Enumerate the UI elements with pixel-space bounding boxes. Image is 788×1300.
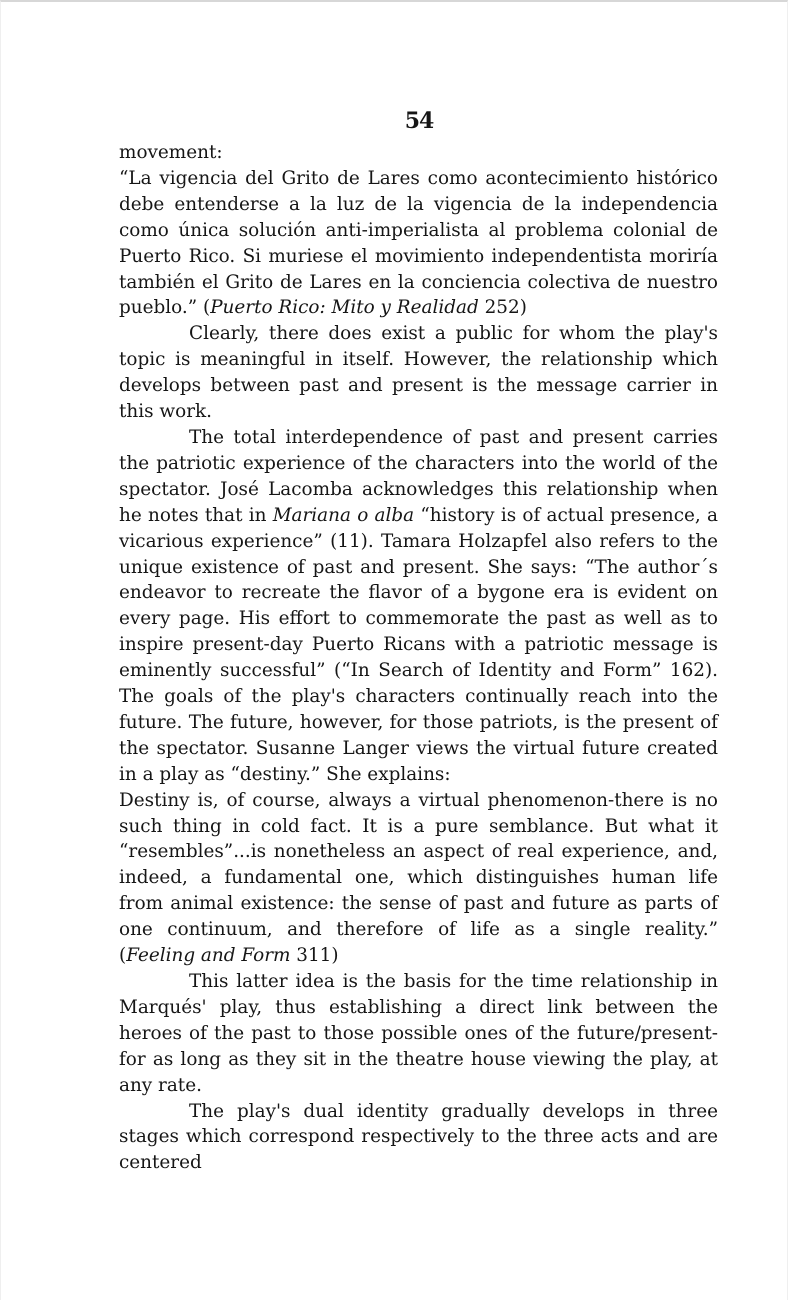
page-number: 54 — [404, 108, 434, 134]
body-text — [119, 140, 718, 1176]
quote-lares-text: “La vigencia del Grito de Lares como acontecimiento histórico debe entenderse a la luz de la vigencia de la independencia como única solución anti-imperialista al problema colonial de Puerto Rico. Si muriese el movimiento independentista moriría también el Grito de Lares en la conciencia colectiva de nuestro pueblo.” — [119, 167, 718, 319]
quote-destiny-text: Destiny is, of course, always a virtual phenomenon-there is no such thing in cold fact. It is a pure semblance. But what it “resembles”...is nonetheless an aspect of real experience, and, indeed, a fundamental one, which distinguishes human life from animal existence: the sense of past and future as parts of one continuum, and therefore of life as a single reality.” — [119, 789, 718, 941]
paragraph-interdependence — [119, 425, 718, 788]
quote-lares-citation-open: ( — [203, 297, 211, 319]
paragraph-dual-identity: The play's dual identity gradually develops in three stages which correspond respectively to the three acts and are centered — [119, 1100, 718, 1174]
interdependence-text-after-title: “history is of actual presence, a vicarious experience” (11). Tamara Holzapfel also refers to the unique existence of past and present. She says: “The author´s endeavor to recreate the flavor of a bygone era is evident on every page. His effort to commemorate the past as well as to inspire present-day Puerto Ricans with a patriotic message is eminently successful” (“In Search of Identity and Form” 162). The goals of the play's characters continually reach into the future. The future, however, for those patriots, is the present of the spectator. Susanne Langer views the virtual future created in a play as “destiny.” She explains: — [119, 504, 718, 785]
paragraph-time-relationship: This latter idea is the basis for the time relationship in Marqués' play, thus establishing a direct link between the heroes of the past to those possible ones of the future/present-for as long as they sit in the theatre house viewing the play, at any rate. — [119, 971, 718, 1096]
interdependence-play-title: Mariana o alba — [272, 504, 415, 526]
quote-destiny-citation-open: ( — [119, 945, 127, 967]
block-quote-destiny — [119, 788, 718, 969]
quote-lares-citation-title: Puerto Rico: Mito y Realidad — [210, 297, 479, 319]
quote-destiny-citation-page: 311) — [290, 945, 339, 967]
paragraph-public-topic: Clearly, there does exist a public for whom the play's topic is meaningful in itself. However, the relationship which develops between past and present is the message carrier in this work. — [119, 323, 718, 423]
block-quote-lares — [119, 166, 718, 321]
interdependence-text-before-title: The total interdependence of past and present carries the patriotic experience of the characters into the world of the spectator. José Lacomba acknowledges this relationship when he notes that in — [119, 426, 718, 526]
quote-destiny-citation-title: Feeling and Form — [126, 945, 291, 967]
quote-lares-citation-page: 252) — [478, 297, 527, 319]
lead-in-line: movement: — [119, 142, 223, 163]
